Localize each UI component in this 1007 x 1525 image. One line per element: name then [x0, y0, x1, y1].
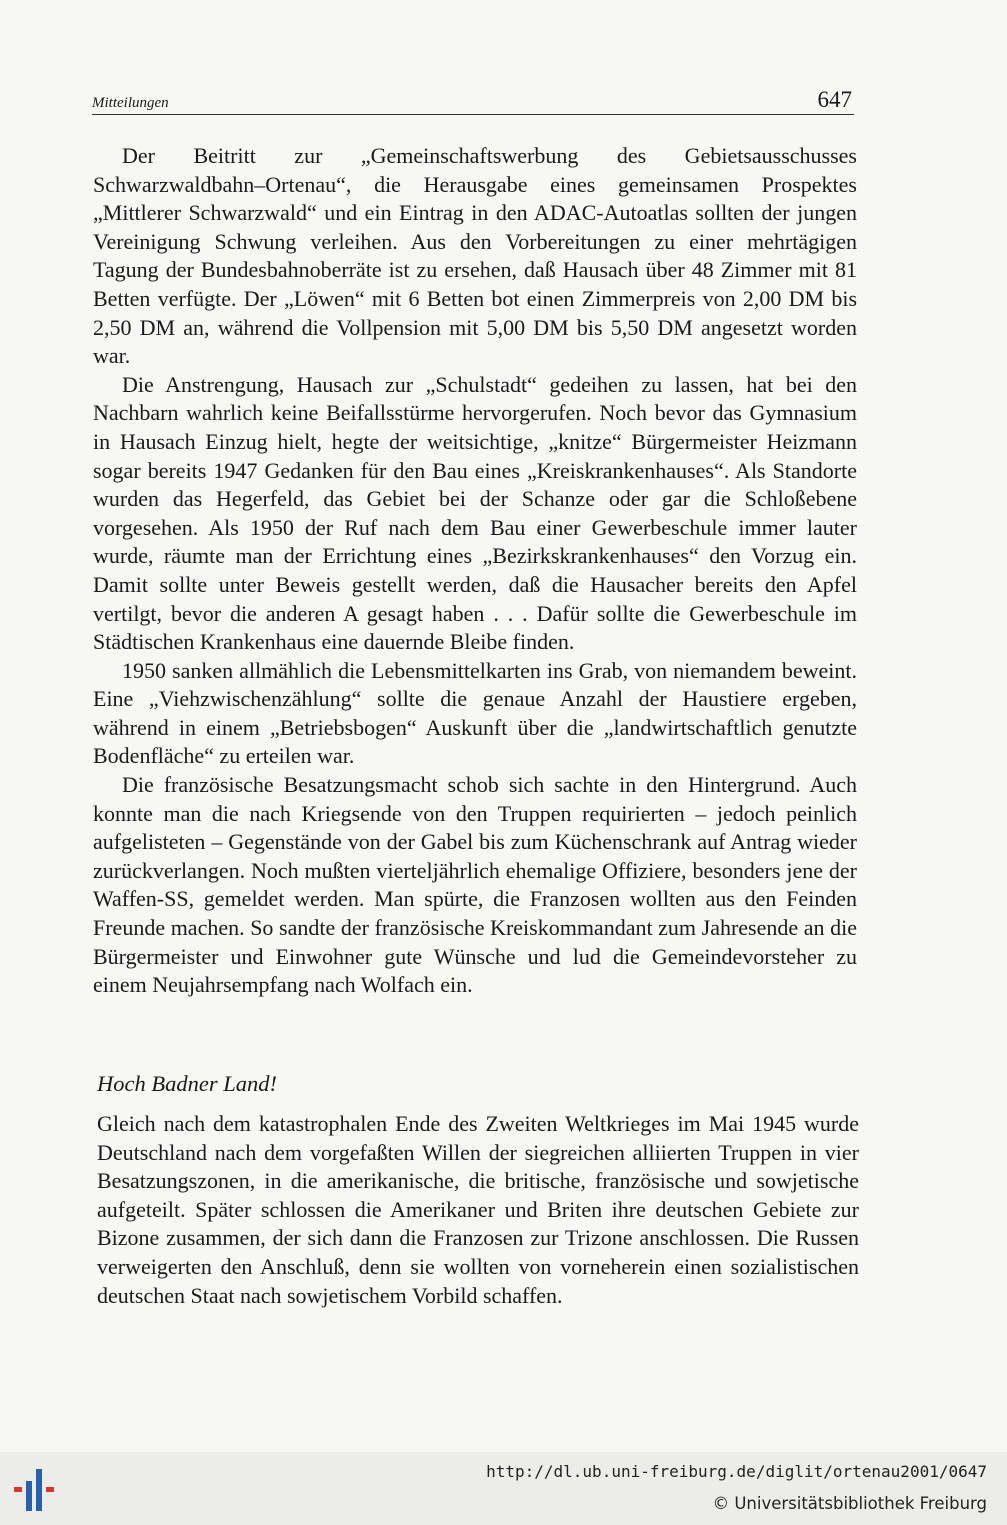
paragraph: Der Beitritt zur „Gemeinschaftswerbung des Gebietsausschusses Schwarzwaldbahn–Ortenau“, die Herausgabe eines gemeinsamen Prospektes „Mittlerer Schwarzwald“ und ein Eintrag in den ADAC-Autoatlas sollten der jungen Vereinigung Schwung verleihen. Aus den Vorbereitungen zu einer mehrtägigen Tagung der Bundesbahnoberräte ist zu ersehen, daß Hausach über 48 Zimmer mit 81 Betten verfügte. Der „Löwen“ mit 6 Betten bot einen Zimmerpreis von 2,00 DM bis 2,50 DM an, während die Vollpension mit 5,00 DM bis 5,50 DM angesetzt worden war. — [93, 143, 857, 369]
body-text-section-1 — [93, 142, 857, 1000]
paragraph: 1950 sanken allmählich die Lebensmittelkarten ins Grab, von niemandem beweint. Eine „Viehzwischenzählung“ sollte die genaue Anzahl der Haustiere ergeben, während in einem „Betriebsbogen“ Auskunft über die „landwirtschaftlich genutzte Bodenfläche“ zu erteilen war. — [93, 657, 857, 769]
section-heading: Hoch Badner Land! — [97, 1071, 277, 1096]
paragraph: Gleich nach dem katastrophalen Ende des Zweiten Weltkrieges im Mai 1945 wurde Deutschland nach dem vorgefaßten Willen der siegreichen alliierten Truppen in vier Besatzungszonen, in die amerikanische, die britische, französische und sowjetische aufgeteilt. Später schlossen die Amerikaner und Briten ihre deutschen Gebiete zur Bizone zusammen, der sich dann die Franzosen zur Trizone anschlossen. Die Russen verweigerten den Anschluß, denn sie wollten von vorneherein einen sozialistischen deutschen Staat nach sowjetischem Vorbild schaffen. — [97, 1111, 859, 1308]
copyright-notice: © Universitätsbibliothek Freiburg — [712, 1494, 987, 1513]
viewer-footer — [0, 1452, 1007, 1525]
document-url-link[interactable]: http://dl.ub.uni-freiburg.de/diglit/ortenau2001/0647 — [486, 1462, 987, 1481]
running-head — [92, 84, 854, 115]
body-text-section-2 — [97, 1110, 859, 1310]
running-head-section: Mitteilungen — [92, 95, 169, 111]
page-number: 647 — [817, 87, 852, 112]
paragraph: Die Anstrengung, Hausach zur „Schulstadt“ gedeihen zu lassen, hat bei den Nachbarn wahrlich keine Beifallsstürme hervorgerufen. Noch bevor das Gymnasium in Hausach Einzug hielt, hegte der weitsichtige, „knitze“ Bürgermeister Heizmann sogar bereits 1947 Gedanken für den Bau eines „Kreiskrankenhauses“. Als Standorte wurden das Hegerfeld, das Gebiet bei der Schanze oder gar die Schloßebene vorgesehen. Als 1950 der Ruf nach dem Bau einer Gewerbeschule immer lauter wurde, räumte man der Errichtung eines „Bezirkskrankenhauses“ den Vorzug ein. Damit sollte unter Beweis gestellt werden, daß die Hausacher bereits den Apfel vertilgt, bevor die anderen A gesagt haben . . . Dafür sollte die Gewerbeschule im Städtischen Krankenhaus eine dauernde Bleibe finden. — [93, 371, 857, 655]
ub-freiburg-logo-icon[interactable] — [12, 1467, 64, 1513]
paragraph: Die französische Besatzungsmacht schob sich sachte in den Hintergrund. Auch konnte man die nach Kriegsende von den Truppen requirierten – jedoch peinlich aufgelisteten – Gegenstände von der Gabel bis zum Küchenschrank auf Antrag wieder zurückverlangen. Noch mußten vierteljährlich ehemalige Offiziere, besonders jene der Waffen-SS, gemeldet werden. Man spürte, die Franzosen wollten aus den Feinden Freunde machen. So sandte der französische Kreiskommandant zum Jahresende an die Bürgermeister und Einwohner gute Wünsche und lud die Gemeindevorsteher zu einem Neujahrsempfang nach Wolfach ein. — [93, 772, 857, 998]
